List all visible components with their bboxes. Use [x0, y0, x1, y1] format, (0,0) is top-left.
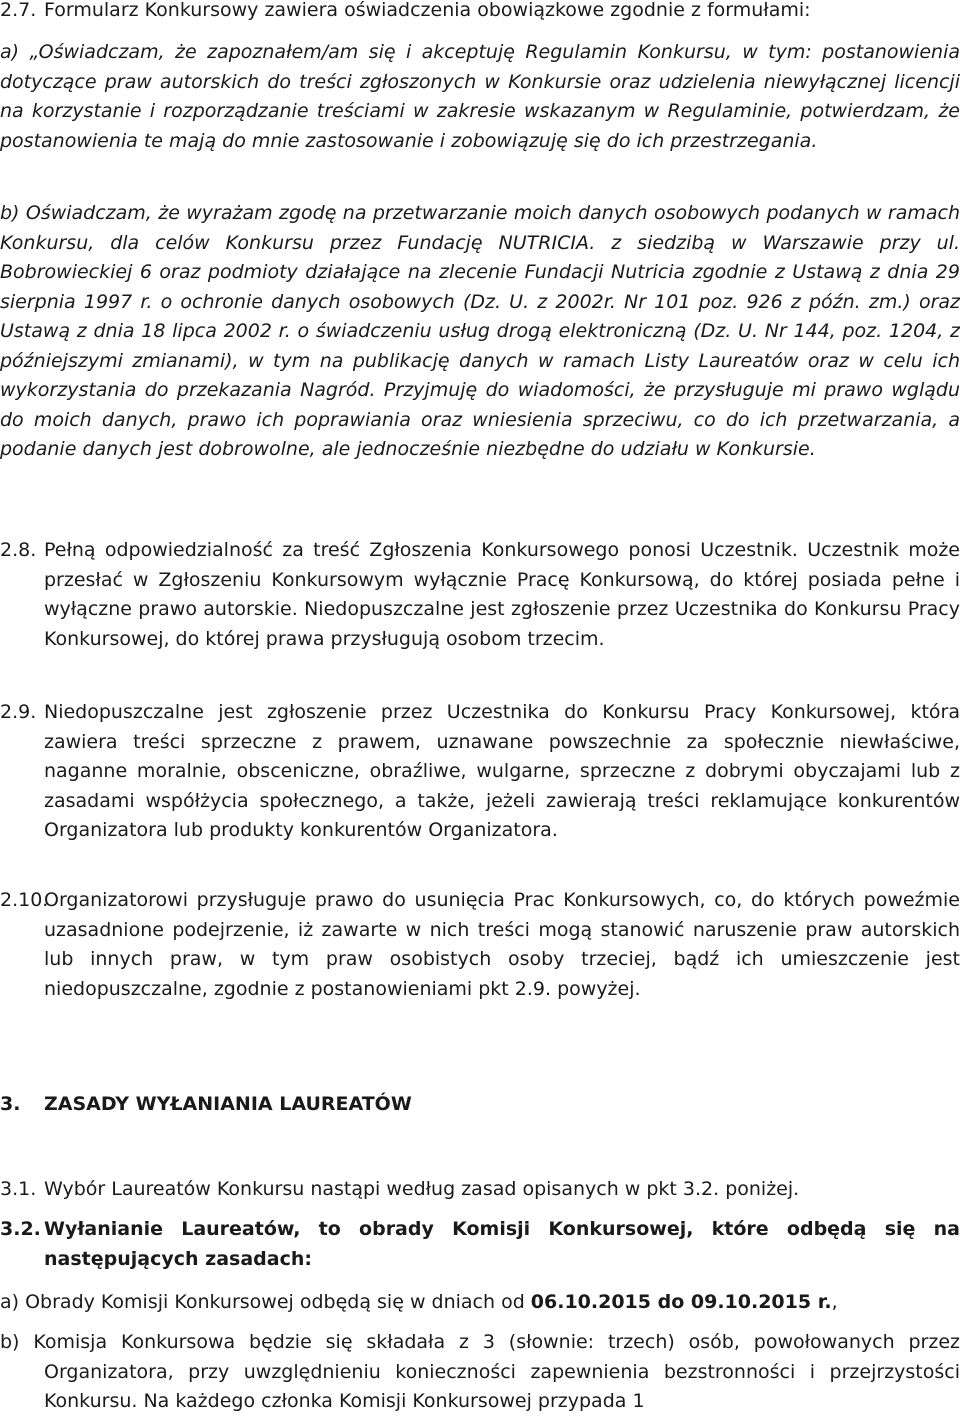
section-text: Wybór Laureatów Konkursu nastąpi według zasad opisanych w pkt 3.2. poniżej. — [44, 1178, 800, 1200]
section-number: 3. — [0, 1093, 21, 1115]
section-text: Pełną odpowiedzialność za treść Zgłoszenia Konkursowego ponosi Uczestnik. Uczestnik może przesłać w Zgłoszeniu Konkursowym wyłącznie Pracę Konkursową, do której posiada pełne i wyłączne prawo autorskie. Niedopuszczalne jest zgłoszenie przez Uczestnika do Konkursu Pracy Konkursowej, do której prawa przysługują osobom trzecim. — [44, 539, 960, 650]
item-b-text: b) Komisja Konkursowa będzie się składała z 3 (słownie: trzech) osób, powołowanych przez Organizatora, przy uwzględnieniu konieczności zapewnienia bezstronności i przejrzystości Konkursu. Na każdego członka Komisji Konkursowej przypada 1 — [0, 1331, 960, 1412]
item-a-text: a) Obrady Komisji Konkursowej odbędą się w dniach od — [0, 1291, 531, 1313]
section-heading: ZASADY WYŁANIANIA LAUREATÓW — [44, 1093, 412, 1115]
statement-a — [0, 38, 960, 156]
section-text: Niedopuszczalne jest zgłoszenie przez Uczestnika do Konkursu Pracy Konkursowej, która zawiera treści sprzeczne z prawem, uznawane powszechnie za społecznie niewłaściwe, naganne moralnie, obsceniczne, obraźliwe, wulgarne, sprzeczne z dobrymi obyczajami lub z zasadami współżycia społecznego, a także, jeżeli zawierają treści reklamujące konkurentów Organizatora lub produkty konkurentów Organizatora. — [44, 701, 960, 841]
section-number: 2.8. — [0, 539, 37, 561]
section-text: Formularz Konkursowy zawiera oświadczenia obowiązkowe zgodnie z formułami: — [44, 0, 811, 21]
section-2-7 — [0, 0, 960, 26]
section-3-1 — [0, 1175, 960, 1205]
section-3-2 — [0, 1215, 960, 1274]
section-number: 2.9. — [0, 701, 37, 723]
section-number: 2.7. — [0, 0, 37, 21]
section-3-2-b — [0, 1328, 960, 1417]
section-text: Organizatorowi przysługuje prawo do usunięcia Prac Konkursowych, co, do których poweźmie uzasadnione podejrzenie, iż zawarte w nich treści mogą stanowić naruszenie praw autorskich lub innych praw, w tym praw osobistych osoby trzeciej, bądź ich umieszczenie jest niedopuszczalne, zgodnie z postanowieniami pkt 2.9. powyżej. — [44, 889, 960, 1000]
section-number: 3.2. — [0, 1218, 41, 1240]
section-2-8 — [0, 536, 960, 654]
statement-a-text: a) „Oświadczam, że zapoznałem/am się i akceptuję Regulamin Konkursu, w tym: postanowienia dotyczące praw autorskich do treści zgłoszonych w Konkursie oraz udzielenia niewyłącznej licencji na korzystanie i rozporządzanie treściami w zakresie wskazanym w Regulaminie, potwierdzam, że postanowienia te mają do mnie zastosowanie i zobowiązuję się do ich przestrzegania. — [0, 41, 960, 152]
section-text: Wyłanianie Laureatów, to obrady Komisji Konkursowej, które odbędą się na następujących zasadach: — [44, 1218, 960, 1270]
section-3-2-a — [0, 1288, 960, 1318]
item-a-dates: 06.10.2015 do 09.10.2015 r. — [530, 1291, 832, 1313]
section-number: 2.10. — [0, 889, 49, 911]
section-2-9 — [0, 698, 960, 846]
section-3-heading — [0, 1090, 960, 1120]
section-2-10 — [0, 886, 960, 1004]
statement-b — [0, 199, 960, 465]
statement-b-text: b) Oświadczam, że wyrażam zgodę na przetwarzanie moich danych osobowych podanych w ramach Konkursu, dla celów Konkursu przez Fundację NUTRICIA. z siedzibą w Warszawie przy ul. Bobrowieckiej 6 oraz podmioty działające na zlecenie Fundacji Nutricia zgodnie z Ustawą z dnia 29 sierpnia 1997 r. o ochronie danych osobowych (Dz. U. z 2002r. Nr 101 poz. 926 z późn. zm.) oraz Ustawą z dnia 18 lipca 2002 r. o świadczeniu usług drogą elektroniczną (Dz. U. Nr 144, poz. 1204, z późniejszymi zmianami), w tym na publikację danych w ramach Listy Laureatów oraz w celu ich wykorzystania do przekazania Nagród. Przyjmuję do wiadomości, że przysługuje mi prawo wglądu do moich danych, prawo ich poprawiania oraz wniesienia sprzeciwu, co do ich przetwarzania, a podanie danych jest dobrowolne, ale jednocześnie niezbędne do udziału w Konkursie. — [0, 202, 960, 460]
item-a-tail: , — [831, 1291, 838, 1313]
section-number: 3.1. — [0, 1178, 37, 1200]
